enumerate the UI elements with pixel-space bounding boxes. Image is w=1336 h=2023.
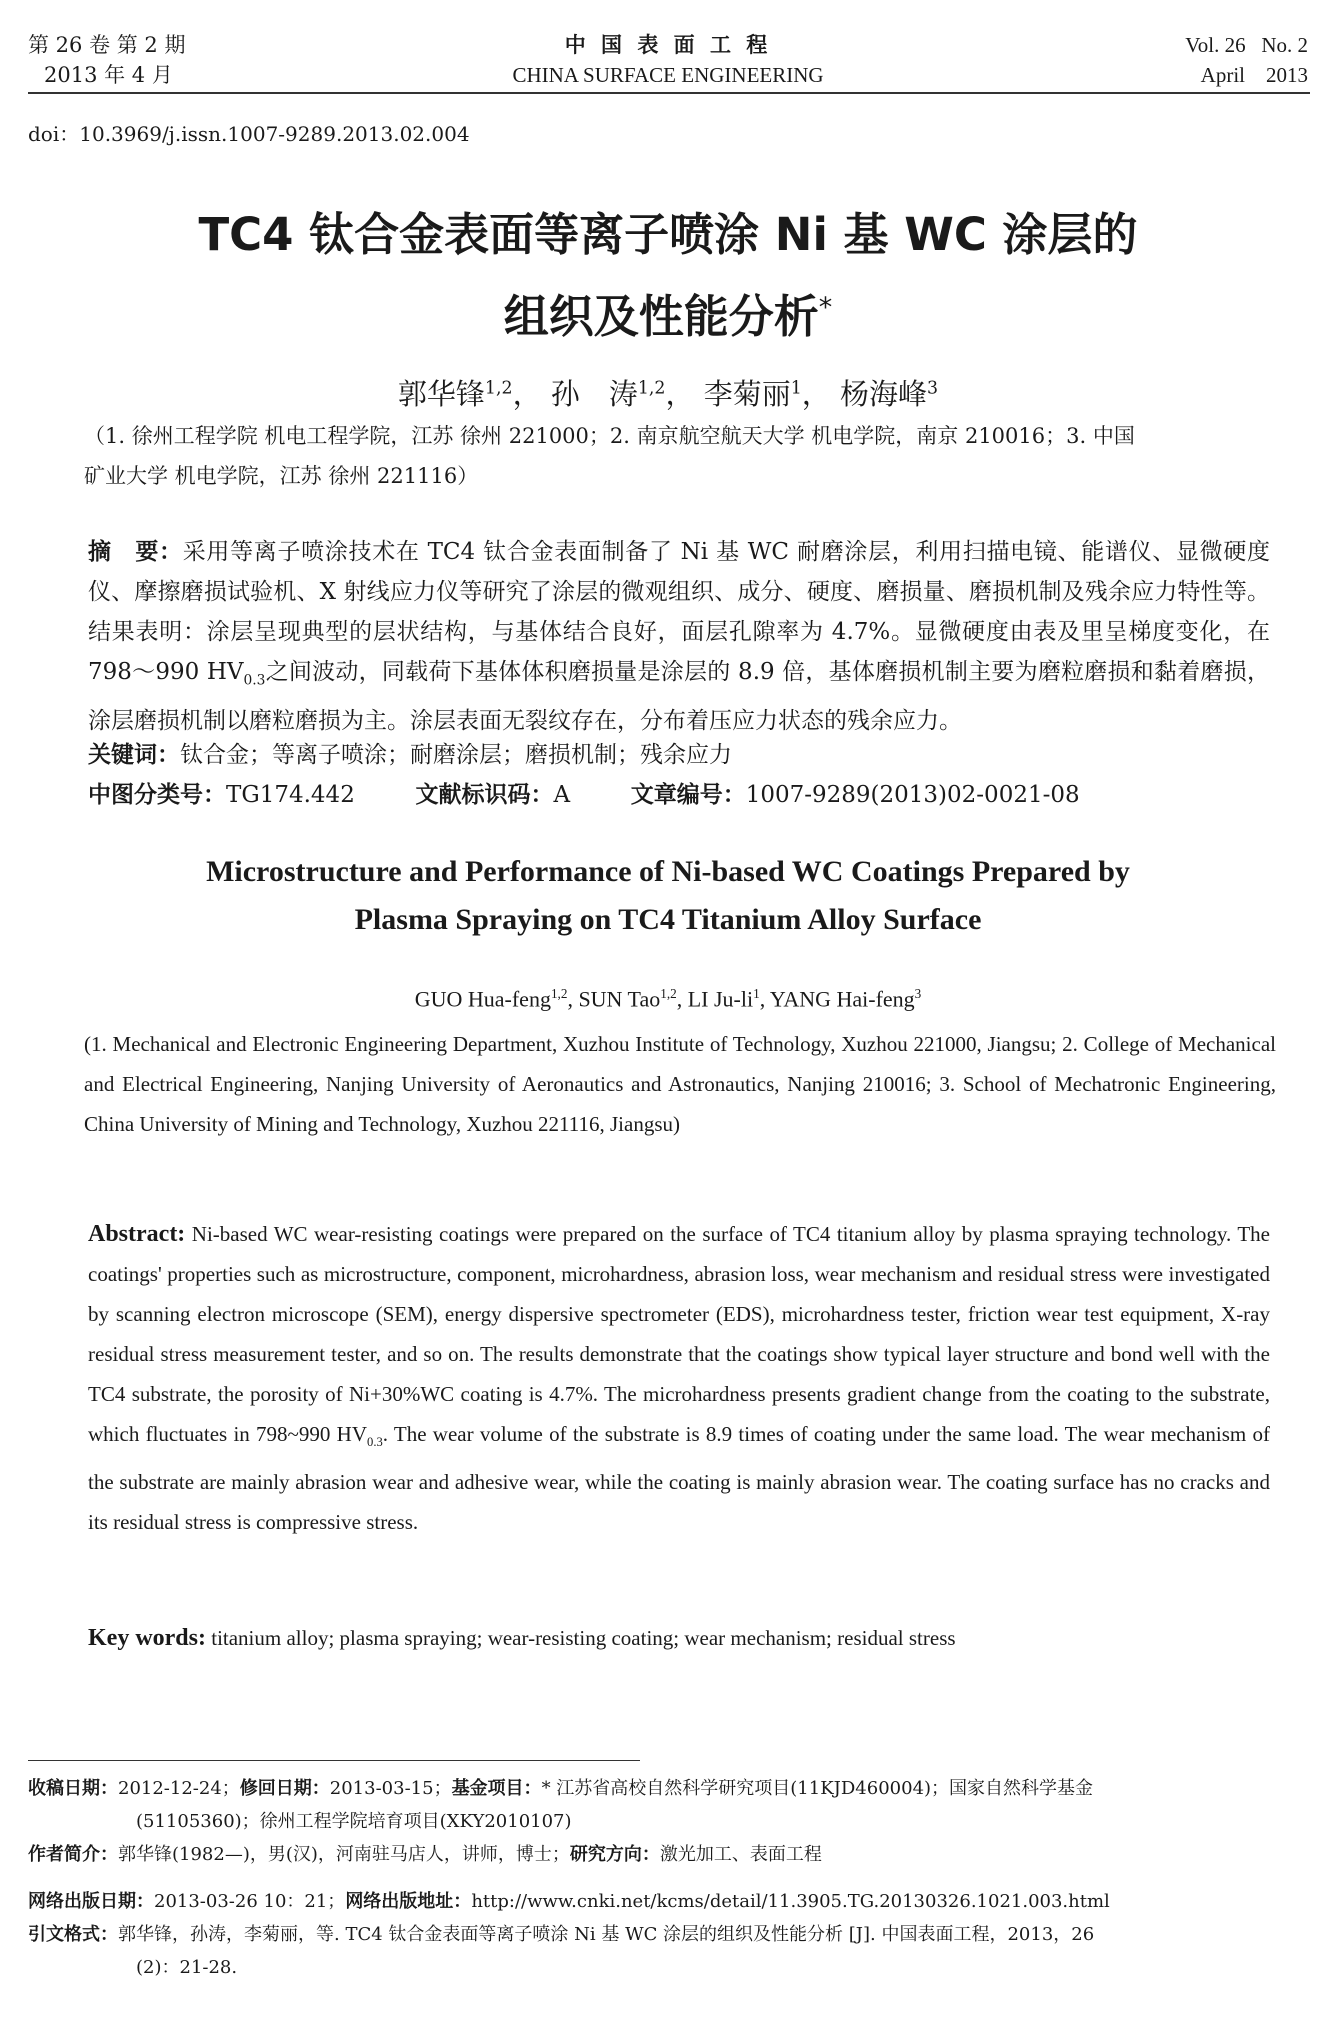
- revised-label: 修回日期：: [239, 1778, 330, 1799]
- revised-date: 2013-03-15；: [329, 1778, 452, 1799]
- title-en-line1: Microstructure and Performance of Ni-based WC Coatings Prepared by: [206, 855, 1130, 888]
- abstract-cn-sub: 0.3: [243, 672, 266, 689]
- header-volume-en: Vol. 26 No. 2: [1185, 33, 1308, 57]
- author-en-aff: 3: [914, 986, 922, 1001]
- footnote-rule: [28, 1760, 640, 1761]
- clc-value: TG174.442: [226, 782, 355, 808]
- author-cn-aff: 1,2: [637, 378, 666, 399]
- keywords-cn-label: 关键词：: [88, 742, 180, 768]
- abstract-cn-text-2: 之间波动，同载荷下基体体积磨损量是涂层的 8.9 倍，基体磨损机制主要为磨粒磨损和黏着磨损，涂层磨损机制以磨粒磨损为主。涂层表面无裂纹存在，分布着压应力状态的残余应力。: [88, 659, 1270, 734]
- author-en-aff: 1: [753, 986, 760, 1001]
- abstract-cn-text: 采用等离子喷涂技术在 TC4 钛合金表面制备了 Ni 基 WC 耐磨涂层，利用扫描电镜、能谱仪、显微硬度仪、摩擦磨损试验机、X 射线应力仪等研究了涂层的微观组织、成分、硬度、磨损量、磨损机制及残余应力特性等。结果表明：涂层呈现典型的层状结构，与基体结合良好，面层孔隙率为 4.7%。显微硬度由表及里呈梯度变化，在 798～990 HV: [88, 539, 1271, 685]
- title-cn-line2-text: 组织及性能分析: [503, 290, 819, 343]
- author-cn: 李菊丽: [703, 377, 791, 411]
- header-journal-cn: 中 国 表 面 工 程: [564, 33, 772, 57]
- bio-label: 作者简介：: [28, 1844, 118, 1865]
- cite-label: 引文格式：: [28, 1924, 118, 1945]
- title-cn-fund-mark: *: [818, 292, 833, 323]
- author-en-aff: 1,2: [660, 986, 677, 1001]
- keywords-cn: [88, 735, 1270, 775]
- authors-cn: 郭华锋$^{1,2}$， 孙 涛$^{1,2}$， 李菊丽$^1$， 杨海峰$^3$: [397, 377, 939, 411]
- fund-text-2: (51105360)；徐州工程学院培育项目(XKY2010107): [136, 1811, 572, 1832]
- affiliation-en: (1. Mechanical and Electronic Engineering Department, Xuzhou Institute of Technology, Xuzhou 221000, Jiangsu; 2. College of Mechanical and Electrical Engineering, Nanjing University of Aeronautics and Astronautics, Nanjing 210016; 3. School of Mechatronic Engineering, China University of Mining and Technology, Xuzhou 221116, Jiangsu): [84, 1032, 1276, 1136]
- bio-text: 郭华锋(1982—)，男(汉)，河南驻马店人，讲师，博士；: [118, 1844, 570, 1865]
- classification: [88, 775, 1270, 815]
- author-cn-aff: 1: [790, 378, 802, 399]
- fund-label: 基金项目：: [451, 1778, 542, 1799]
- article-id-label: 文章编号：: [630, 782, 746, 808]
- fund-text: * 江苏省高校自然科学研究项目(11KJD460004)；国家自然科学基金: [541, 1778, 1094, 1799]
- footnote-online: [28, 1885, 1318, 1918]
- abstract-en: [88, 1214, 1270, 1542]
- author-en: SUN Tao: [578, 986, 661, 1012]
- header-volume-cn: 第 26 卷 第 2 期: [28, 33, 186, 57]
- keywords-cn-text: 钛合金；等离子喷涂；耐磨涂层；磨损机制；残余应力: [180, 742, 732, 768]
- clc-label: 中图分类号：: [88, 782, 226, 808]
- header-rule: [28, 92, 1310, 94]
- footnote-dates: [28, 1772, 1318, 1805]
- abstract-en-text-2: . The wear volume of the substrate is 8.9 times of coating under the same load. The wear mechanism of the substrate are mainly abrasion wear and adhesive wear, while the coating is mainly abrasion wear. The coating surface has no cracks and its residual stress is compressive stress.: [88, 1422, 1271, 1535]
- title-cn-line2: [0, 280, 1336, 345]
- author-en-aff: 1,2: [550, 986, 568, 1001]
- author-cn: 孙 涛: [550, 377, 638, 411]
- online-url-link[interactable]: http://www.cnki.net/kcms/detail/11.3905.TG.20130326.1021.003.html: [471, 1891, 1110, 1912]
- research-label: 研究方向：: [569, 1844, 660, 1865]
- author-cn: 郭华锋: [397, 377, 485, 411]
- footnote-bio: [28, 1838, 1318, 1871]
- header-journal-en: CHINA SURFACE ENGINEERING: [512, 63, 824, 87]
- keywords-en: [88, 1618, 1270, 1658]
- affiliation-cn: [84, 416, 1274, 496]
- author-en: GUO Hua-feng: [414, 986, 551, 1012]
- cite-text: 郭华锋，孙涛，李菊丽，等. TC4 钛合金表面等离子喷涂 Ni 基 WC 涂层的组织及性能分析 [J]. 中国表面工程，2013，26: [118, 1924, 1095, 1945]
- author-en: LI Ju-li: [687, 986, 754, 1012]
- affiliation-cn-line: （1. 徐州工程学院 机电工程学院，江苏 徐州 221000；2. 南京航空航天大学 机电学院，南京 210016；3. 中国: [84, 424, 1135, 448]
- abstract-en-sub: 0.3: [367, 1435, 383, 1450]
- title-en-line2: Plasma Spraying on TC4 Titanium Alloy Surface: [354, 903, 982, 936]
- doc-code-label: 文献标识码：: [415, 782, 554, 808]
- author-cn: 杨海峰: [840, 377, 928, 411]
- online-url-label: 网络出版地址：: [345, 1891, 472, 1912]
- keywords-en-label: Key words:: [88, 1625, 206, 1651]
- abstract-cn: [88, 532, 1270, 741]
- header-date-cn: 2013 年 4 月: [44, 63, 173, 87]
- received-label: 收稿日期：: [28, 1778, 118, 1799]
- author-cn-aff: 3: [927, 378, 939, 399]
- doi: doi：10.3969/j.issn.1007-9289.2013.02.004: [28, 122, 470, 146]
- cite-text-2: (2)：21-28.: [136, 1957, 238, 1978]
- header-date-en: April 2013: [1200, 63, 1308, 87]
- online-date: 2013-03-26 10：21；: [154, 1891, 346, 1912]
- abstract-en-text: Ni-based WC wear-resisting coatings were prepared on the surface of TC4 titanium alloy by plasma spraying technology. The coatings' properties such as microstructure, component, microhardness, abrasion loss, wear mechanism and residual stress were investigated by scanning electron microscope (SEM), energy dispersive spectrometer (EDS), microhardness tester, friction wear test equipment, X-ray residual stress measurement tester, and so on. The results demonstrate that the coatings show typical layer structure and bond well with the TC4 substrate, the porosity of Ni+30%WC coating is 4.7%. The microhardness presents gradient change from the coating to the substrate, which fluctuates in 798~990 HV: [88, 1222, 1271, 1446]
- article-id-value: 1007-9289(2013)02-0021-08: [745, 782, 1080, 808]
- online-date-label: 网络出版日期：: [28, 1891, 154, 1912]
- keywords-en-text: titanium alloy; plasma spraying; wear-resisting coating; wear mechanism; residual stress: [211, 1626, 956, 1650]
- received-date: 2012-12-24；: [118, 1778, 240, 1799]
- affiliation-cn-line: 矿业大学 机电学院，江苏 徐州 221116）: [84, 464, 479, 488]
- author-cn-aff: 1,2: [484, 378, 513, 399]
- doc-code-value: A: [553, 782, 571, 808]
- abstract-en-label: Abstract:: [88, 1221, 186, 1247]
- title-cn-line1: TC4 钛合金表面等离子喷涂 Ni 基 WC 涂层的: [198, 208, 1138, 261]
- research-text: 激光加工、表面工程: [659, 1844, 822, 1865]
- author-en: YANG Hai-feng: [769, 986, 915, 1012]
- footnote-cite: [28, 1918, 1318, 1951]
- abstract-cn-label: 摘 要：: [88, 539, 183, 565]
- footnotes: [28, 1772, 1318, 1984]
- authors-en: GUO Hua-feng$^{1,2}$, SUN Tao$^{1,2}$, LI $Ju-li^1$, YANG Hai-feng$^3$: [414, 986, 922, 1012]
